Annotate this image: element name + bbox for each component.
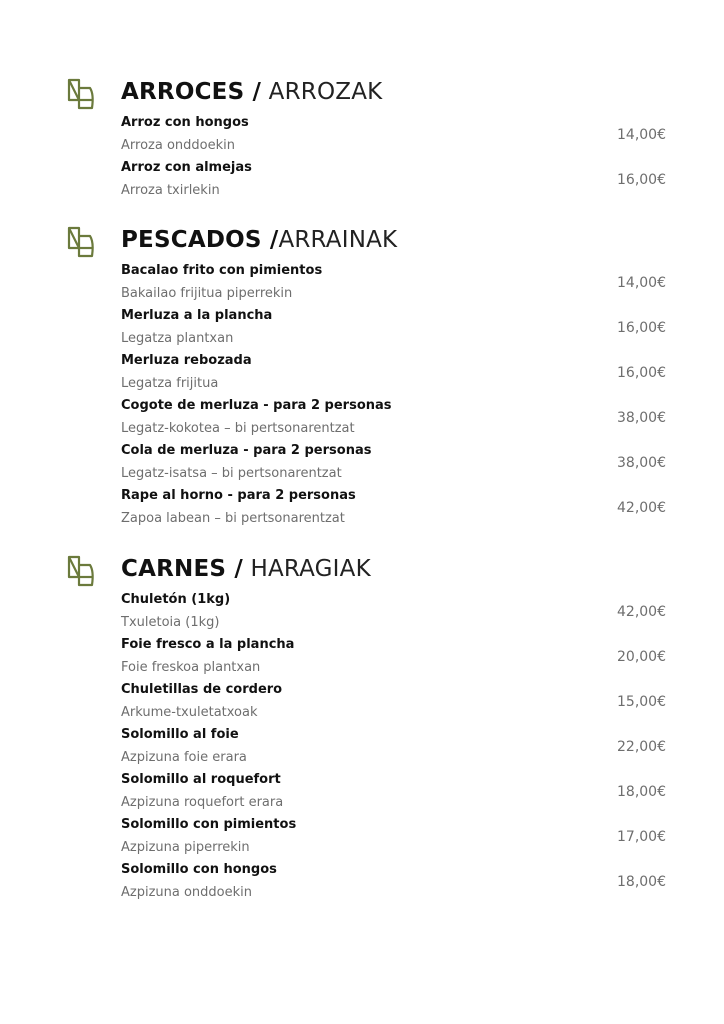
dish-name-eu: Legatz-kokotea – bi pertsonarentzat — [121, 421, 355, 436]
dish-name-eu: Legatza plantxan — [121, 331, 234, 346]
menu-item — [0, 262, 724, 307]
menu-item — [0, 861, 724, 906]
menu-item — [0, 771, 724, 816]
dish-price: 16,00€ — [617, 365, 666, 381]
section-title: CARNES / HARAGIAK — [121, 556, 371, 582]
menu-item — [0, 159, 724, 204]
dish-name-eu: Arroza onddoekin — [121, 138, 235, 153]
dish-name-es: Arroz con almejas — [121, 160, 252, 175]
dish-name-eu: Azpizuna roquefort erara — [121, 795, 284, 810]
menu-item — [0, 726, 724, 771]
dish-name-es: Bacalao frito con pimientos — [121, 263, 323, 278]
dish-name-es: Arroz con hongos — [121, 115, 249, 130]
dish-price: 16,00€ — [617, 172, 666, 188]
dish-name-eu: Legatz-isatsa – bi pertsonarentzat — [121, 466, 342, 481]
dish-price: 18,00€ — [617, 874, 666, 890]
dish-name-es: Cola de merluza - para 2 personas — [121, 443, 372, 458]
dish-name-eu: Foie freskoa plantxan — [121, 660, 261, 675]
menu-item — [0, 636, 724, 681]
menu-item — [0, 442, 724, 487]
dish-name-eu: Bakailao frijitua piperrekin — [121, 286, 293, 301]
dish-price: 42,00€ — [617, 604, 666, 620]
dish-name-es: Solomillo al foie — [121, 727, 239, 742]
dish-price: 14,00€ — [617, 127, 666, 143]
menu-item — [0, 487, 724, 532]
leaf-logo-icon — [66, 226, 96, 260]
dish-price: 14,00€ — [617, 275, 666, 291]
dish-name-es: Cogote de merluza - para 2 personas — [121, 398, 392, 413]
menu-item — [0, 352, 724, 397]
menu-item — [0, 816, 724, 861]
section-title: PESCADOS /ARRAINAK — [121, 227, 398, 253]
leaf-logo-icon — [66, 78, 96, 112]
menu-item — [0, 397, 724, 442]
leaf-logo-icon — [66, 555, 96, 589]
dish-name-eu: Txuletoia (1kg) — [121, 615, 220, 630]
dish-price: 42,00€ — [617, 500, 666, 516]
dish-price: 15,00€ — [617, 694, 666, 710]
dish-name-es: Solomillo con pimientos — [121, 817, 297, 832]
dish-price: 17,00€ — [617, 829, 666, 845]
dish-name-es: Merluza a la plancha — [121, 308, 273, 323]
dish-name-eu: Azpizuna foie erara — [121, 750, 247, 765]
dish-name-eu: Arkume-txuletatxoak — [121, 705, 258, 720]
menu-item — [0, 591, 724, 636]
dish-price: 38,00€ — [617, 410, 666, 426]
menu-item — [0, 114, 724, 159]
dish-name-es: Solomillo al roquefort — [121, 772, 281, 787]
dish-name-eu: Zapoa labean – bi pertsonarentzat — [121, 511, 345, 526]
menu-item — [0, 307, 724, 352]
dish-price: 18,00€ — [617, 784, 666, 800]
dish-price: 22,00€ — [617, 739, 666, 755]
dish-price: 16,00€ — [617, 320, 666, 336]
dish-price: 38,00€ — [617, 455, 666, 471]
dish-name-es: Merluza rebozada — [121, 353, 252, 368]
dish-name-es: Foie fresco a la plancha — [121, 637, 295, 652]
dish-name-eu: Arroza txirlekin — [121, 183, 220, 198]
dish-name-es: Rape al horno - para 2 personas — [121, 488, 356, 503]
dish-name-es: Solomillo con hongos — [121, 862, 277, 877]
dish-name-eu: Legatza frijitua — [121, 376, 219, 391]
menu-item — [0, 681, 724, 726]
dish-name-eu: Azpizuna piperrekin — [121, 840, 250, 855]
dish-price: 20,00€ — [617, 649, 666, 665]
dish-name-es: Chuletón (1kg) — [121, 592, 231, 607]
dish-name-eu: Azpizuna onddoekin — [121, 885, 253, 900]
dish-name-es: Chuletillas de cordero — [121, 682, 283, 697]
section-title: ARROCES / ARROZAK — [121, 79, 383, 105]
